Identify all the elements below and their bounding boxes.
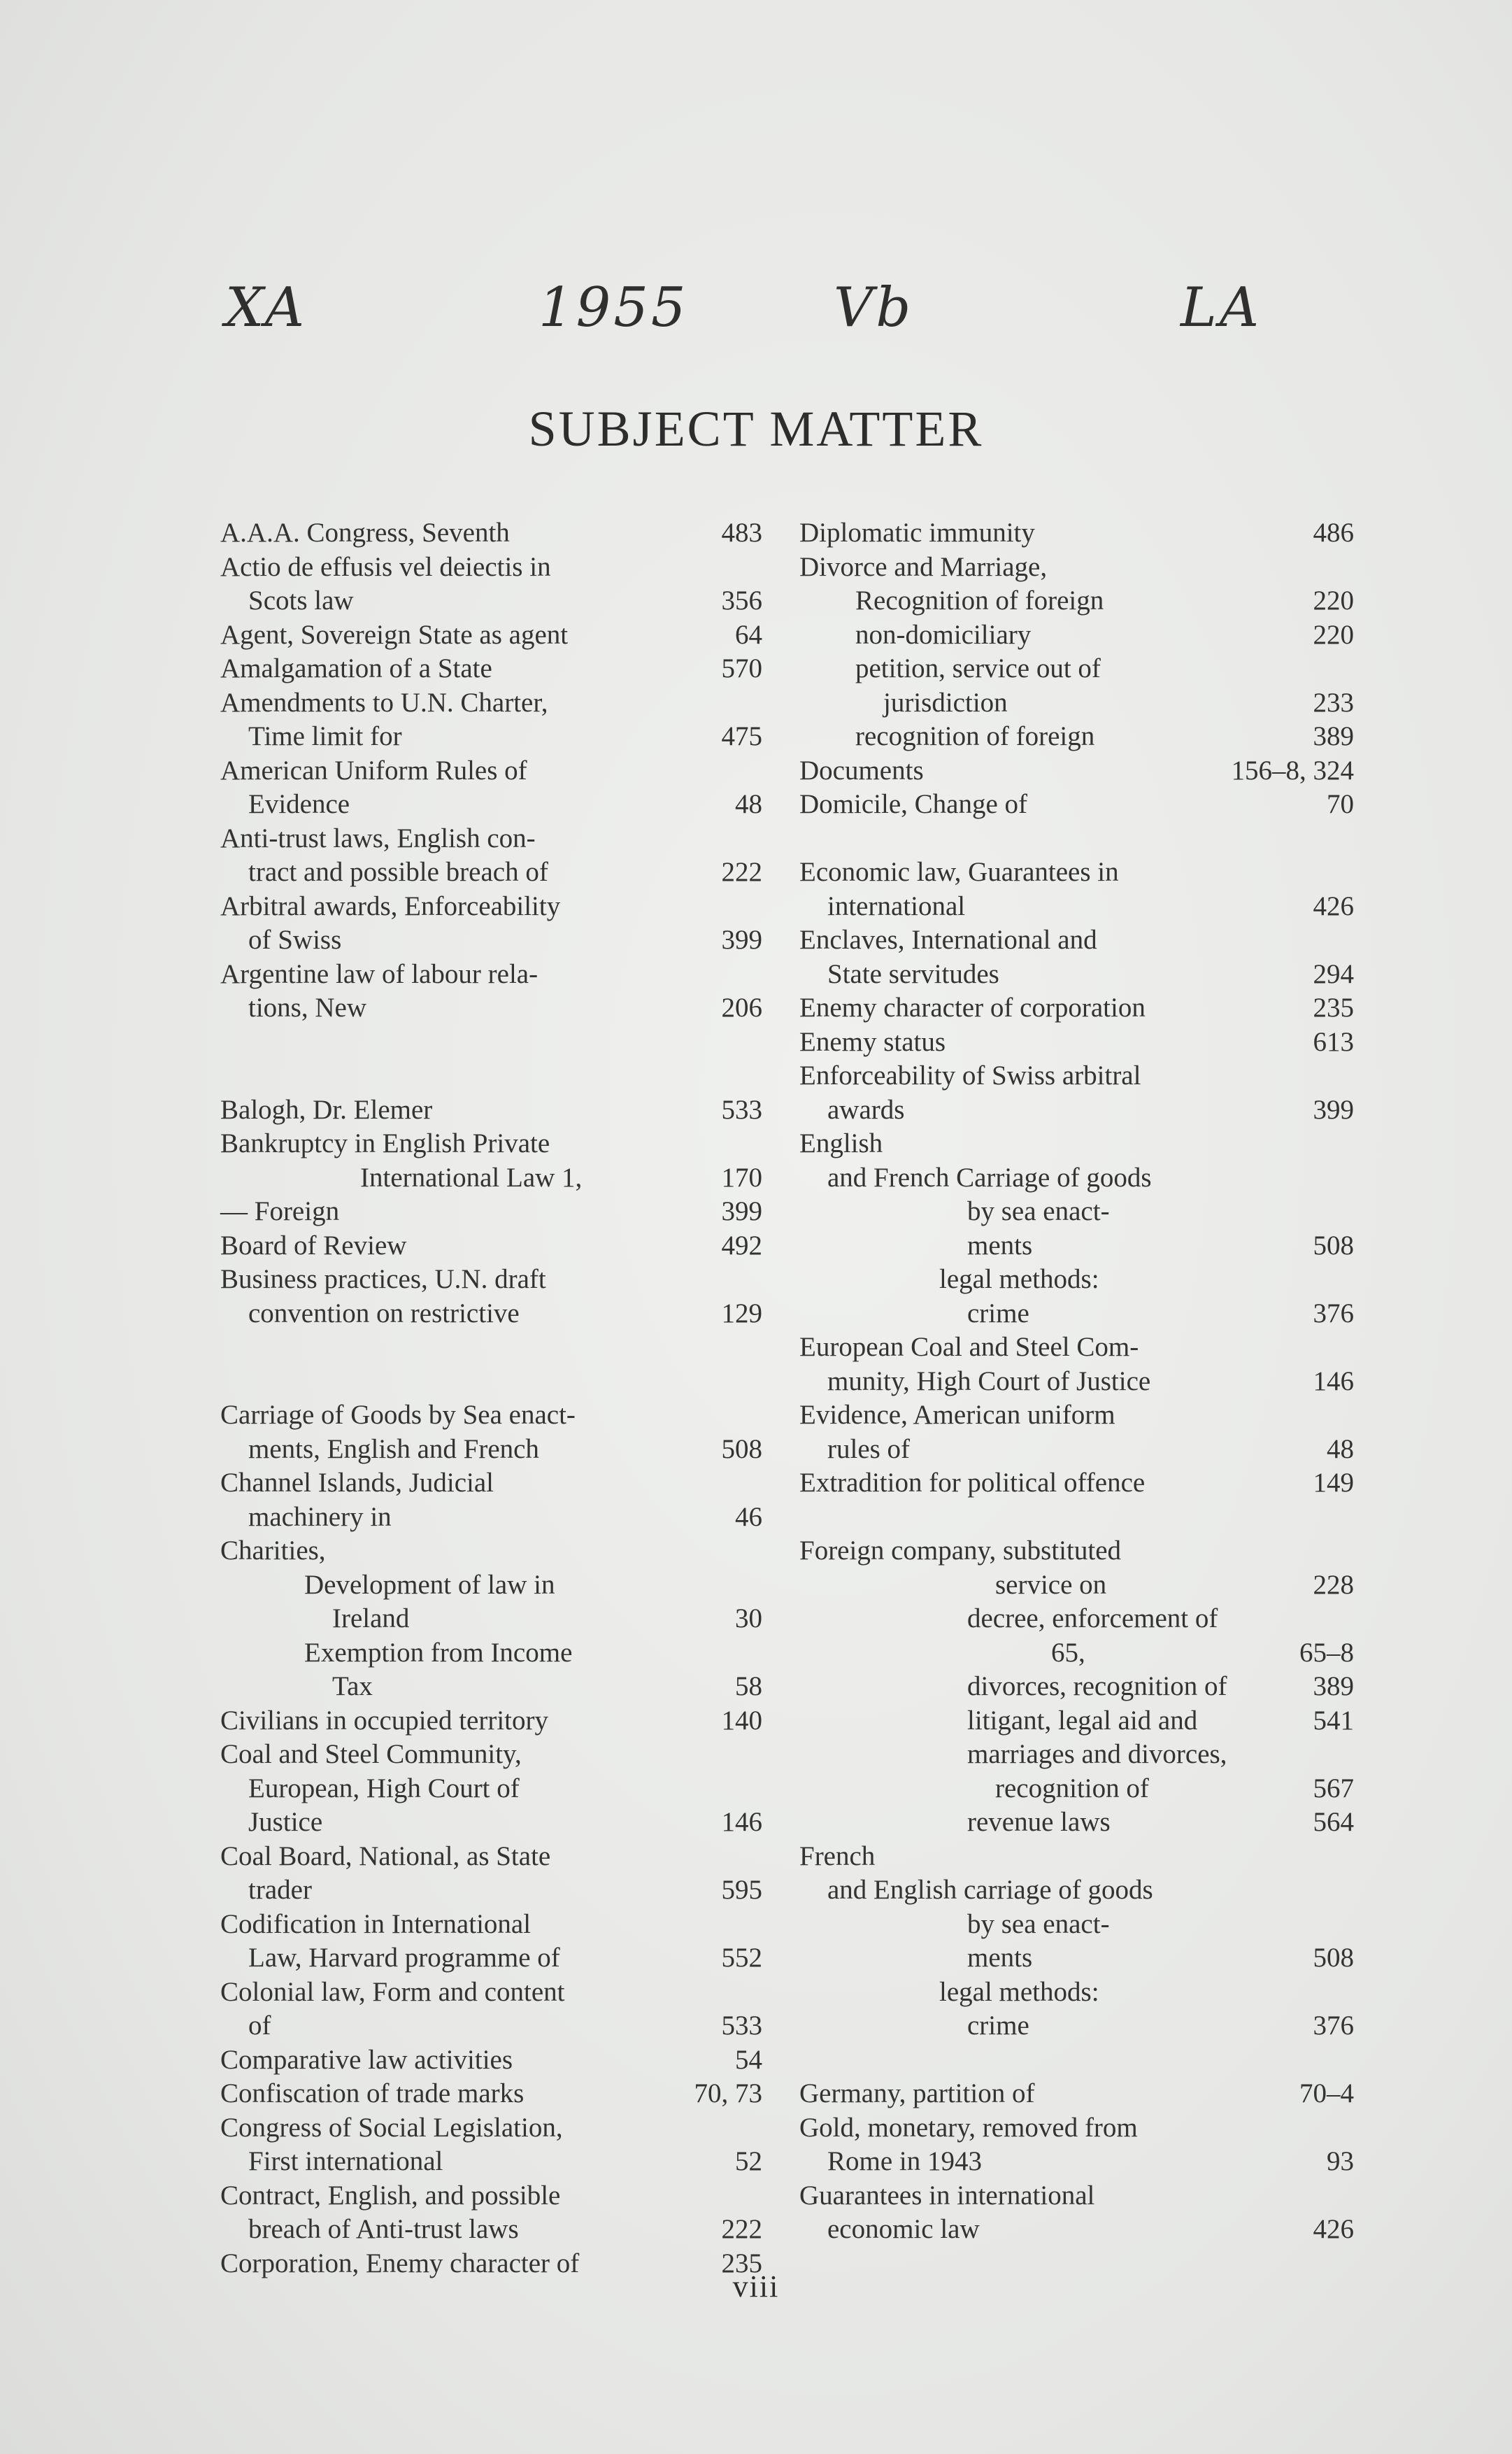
index-term: service on [995, 1569, 1107, 1600]
handwritten-mark-4: LA [1181, 276, 1262, 339]
index-term: ments, English and French [248, 1433, 539, 1464]
index-entry [220, 1976, 762, 2010]
index-term: Congress of Social Legislation, [220, 2112, 563, 2143]
index-page-ref: 552 [721, 1943, 762, 1973]
index-term: trader [248, 1875, 312, 1905]
index-page-ref: 541 [1313, 1705, 1354, 1736]
index-term: crime [967, 2010, 1029, 2041]
index-term: European, High Court of [248, 1773, 520, 1803]
index-page-ref: 146 [721, 1807, 762, 1837]
index-page-ref: 140 [721, 1705, 762, 1736]
index-term: Civilians in occupied territory [220, 1705, 548, 1736]
index-page-ref: 483 [721, 518, 762, 548]
index-term: Colonial law, Form and content [220, 1976, 565, 2007]
index-term: Divorce and Marriage, [799, 551, 1048, 582]
index-term: ments [967, 1943, 1033, 1973]
index-entry [220, 720, 762, 754]
index-term: Carriage of Goods by Sea enact- [220, 1400, 576, 1430]
index-term: Development of law in [304, 1569, 555, 1600]
handwritten-mark-2: 1955 [539, 276, 689, 339]
index-entry [799, 856, 1354, 890]
index-page-ref: 48 [735, 789, 762, 819]
index-entry [799, 1331, 1354, 1365]
index-term: Anti-trust laws, English con- [220, 823, 536, 853]
index-term: Corporation, Enemy character of [220, 2248, 580, 2278]
index-term: ments [967, 1230, 1033, 1261]
index-entry [799, 754, 1354, 788]
index-term: Enforceability of Swiss arbitral [799, 1061, 1141, 1091]
index-entry [220, 2043, 762, 2078]
index-term: by sea enact- [967, 1196, 1110, 1226]
index-term: Evidence, American uniform [799, 1400, 1115, 1430]
index-page-ref: 613 [1313, 1026, 1354, 1057]
page-title: SUBJECT MATTER [528, 401, 984, 457]
index-page-ref: 595 [721, 1875, 762, 1905]
index-entry [220, 1127, 762, 1161]
index-term: crime [967, 1298, 1029, 1328]
index-term: Law, Harvard programme of [248, 1943, 560, 1973]
index-page-ref: 228 [1313, 1569, 1354, 1600]
index-entry [799, 1365, 1354, 1399]
index-entry [220, 584, 762, 618]
index-term: Time limit for [248, 721, 402, 751]
index-spacer [799, 1501, 1354, 1535]
index-entry [799, 1840, 1354, 1874]
index-page-ref: 170 [721, 1162, 762, 1193]
index-page-ref: 65–8 [1299, 1637, 1354, 1668]
index-term: non-domiciliary [855, 619, 1032, 650]
index-entry [220, 1297, 762, 1331]
index-term: Board of Review [220, 1230, 407, 1261]
index-term: — Foreign [220, 1196, 340, 1226]
index-page-ref: 492 [721, 1230, 762, 1261]
index-entry [799, 2145, 1354, 2179]
index-page-ref: 156–8, 324 [1231, 755, 1354, 786]
index-term: petition, service out of [855, 653, 1101, 683]
index-entry [799, 1806, 1354, 1840]
index-entry [220, 1704, 762, 1738]
index-page-ref: 389 [1313, 721, 1354, 751]
index-entry [799, 2077, 1354, 2111]
index-entry [799, 1093, 1354, 1128]
index-entry [220, 1738, 762, 1772]
index-entry [799, 1297, 1354, 1331]
index-term: recognition of foreign [855, 721, 1095, 751]
handwritten-mark-3: Vb [834, 276, 914, 339]
index-spacer [220, 1331, 762, 1365]
index-entry [220, 788, 762, 822]
index-entry [799, 1704, 1354, 1738]
index-right-column [799, 516, 1354, 2247]
index-term: recognition of [995, 1773, 1149, 1803]
index-page-ref: 294 [1313, 958, 1354, 989]
index-term: American Uniform Rules of [220, 755, 527, 786]
index-term: European Coal and Steel Com- [799, 1332, 1139, 1362]
index-page-ref: 399 [721, 925, 762, 955]
index-entry [220, 1433, 762, 1467]
index-page-ref: 508 [1313, 1943, 1354, 1973]
index-page-ref: 70, 73 [694, 2078, 762, 2108]
index-entry [220, 2077, 762, 2111]
index-entry [220, 1398, 762, 1433]
index-term: Ireland [332, 1603, 410, 1633]
index-term: Channel Islands, Judicial [220, 1468, 494, 1498]
index-page-ref: 235 [721, 2248, 762, 2278]
index-page-ref: 129 [721, 1298, 762, 1328]
index-entry [799, 788, 1354, 822]
index-term: Argentine law of labour rela- [220, 958, 539, 989]
index-entry [220, 618, 762, 653]
index-page-ref: 399 [1313, 1094, 1354, 1125]
index-term: and English carriage of goods [827, 1875, 1153, 1905]
index-entry [799, 686, 1354, 721]
index-entry [799, 1398, 1354, 1433]
index-term: First international [248, 2146, 443, 2176]
index-term: French [799, 1840, 876, 1871]
index-entry [799, 1127, 1354, 1161]
index-term: Balogh, Dr. Elemer [220, 1094, 433, 1125]
index-entry [220, 1941, 762, 1976]
index-entry [220, 1534, 762, 1568]
index-entry [799, 2009, 1354, 2043]
index-term: Rome in 1943 [827, 2146, 982, 2176]
index-entry [799, 1195, 1354, 1229]
index-term: Business practices, U.N. draft [220, 1264, 546, 1294]
index-term: machinery in [248, 1501, 392, 1532]
index-entry [799, 1229, 1354, 1263]
page-number: viii [732, 2269, 780, 2304]
index-entry [799, 1568, 1354, 1603]
index-term: Tax [332, 1671, 373, 1701]
index-term: Amendments to U.N. Charter, [220, 687, 548, 718]
index-entry [799, 1908, 1354, 1942]
index-entry [220, 551, 762, 585]
index-page-ref: 508 [721, 1433, 762, 1464]
index-entry [799, 1161, 1354, 1196]
index-entry [799, 890, 1354, 924]
index-term: Foreign company, substituted [799, 1535, 1122, 1566]
index-entry [799, 958, 1354, 992]
index-term: Enemy status [799, 1026, 946, 1057]
index-term: legal methods: [939, 1976, 1099, 2007]
index-page-ref: 30 [735, 1603, 762, 1633]
index-term: convention on restrictive [248, 1298, 520, 1328]
index-entry [220, 1229, 762, 1263]
index-page-ref: 46 [735, 1501, 762, 1532]
index-entry [799, 1534, 1354, 1568]
index-page-ref: 146 [1313, 1366, 1354, 1396]
index-entry [799, 1941, 1354, 1976]
index-spacer [799, 822, 1354, 856]
index-entry [220, 1466, 762, 1501]
index-spacer [220, 1365, 762, 1399]
index-entry [220, 1873, 762, 1908]
index-entry [799, 1602, 1354, 1636]
index-term: Amalgamation of a State [220, 653, 492, 683]
index-entry [220, 754, 762, 788]
index-term: Enclaves, International and [799, 925, 1097, 955]
index-page-ref: 54 [735, 2044, 762, 2075]
index-entry [799, 1263, 1354, 1297]
index-entry [799, 2179, 1354, 2213]
index-page-ref: 58 [735, 1671, 762, 1701]
index-spacer [220, 1026, 762, 1060]
index-page-ref: 70 [1327, 789, 1354, 819]
index-entry [220, 1806, 762, 1840]
index-entry [220, 1602, 762, 1636]
index-entry [220, 1093, 762, 1128]
index-entry [220, 2179, 762, 2213]
index-term: tions, New [248, 993, 366, 1023]
index-term: Recognition of foreign [855, 586, 1104, 616]
index-term: Contract, English, and possible [220, 2180, 561, 2211]
index-entry [220, 1501, 762, 1535]
index-entry [220, 1908, 762, 1942]
index-term: Exemption from Income [304, 1637, 573, 1668]
index-term: by sea enact- [967, 1908, 1110, 1939]
index-entry [220, 2145, 762, 2179]
index-page-ref: 222 [721, 857, 762, 887]
index-term: rules of [827, 1433, 911, 1464]
index-term: A.A.A. Congress, Seventh [220, 518, 510, 548]
index-term: Germany, partition of [799, 2078, 1035, 2108]
index-term: Guarantees in international [799, 2180, 1095, 2211]
index-entry [799, 584, 1354, 618]
index-page-ref: 48 [1327, 1433, 1354, 1464]
index-entry [799, 1059, 1354, 1093]
index-term: decree, enforcement of [967, 1603, 1218, 1633]
index-term: Justice [248, 1807, 323, 1837]
index-entry [799, 1466, 1354, 1501]
index-term: of [248, 2010, 271, 2041]
index-term: Diplomatic immunity [799, 518, 1035, 548]
index-term: Domicile, Change of [799, 789, 1027, 819]
index-page-ref: 220 [1313, 619, 1354, 650]
index-page-ref: 399 [721, 1196, 762, 1226]
index-entry [220, 1161, 762, 1196]
index-term: Comparative law activities [220, 2044, 513, 2075]
index-term: litigant, legal aid and [967, 1705, 1198, 1736]
index-page-ref: 70–4 [1299, 2078, 1354, 2108]
index-page-ref: 533 [721, 1094, 762, 1125]
index-page-ref: 426 [1313, 891, 1354, 921]
index-term: Arbitral awards, Enforceability [220, 891, 561, 921]
index-entry [220, 890, 762, 924]
index-left-column [220, 516, 762, 2281]
index-term: Coal Board, National, as State [220, 1840, 551, 1871]
index-entry [799, 618, 1354, 653]
index-term: Confiscation of trade marks [220, 2078, 525, 2108]
index-term: marriages and divorces, [967, 1739, 1227, 1769]
index-entry [799, 1636, 1354, 1671]
index-entry [220, 2111, 762, 2146]
index-entry [799, 991, 1354, 1026]
index-page-ref: 426 [1313, 2214, 1354, 2244]
index-page-ref: 93 [1327, 2146, 1354, 2176]
index-entry [220, 822, 762, 856]
index-term: Evidence [248, 789, 350, 819]
index-term: Codification in International [220, 1908, 532, 1939]
index-term: International Law 1, [360, 1162, 583, 1193]
index-term: English [799, 1128, 883, 1158]
index-page-ref: 376 [1313, 1298, 1354, 1328]
index-entry [799, 2111, 1354, 2146]
index-term: revenue laws [967, 1807, 1111, 1837]
index-page-ref: 486 [1313, 518, 1354, 548]
index-entry [799, 1026, 1354, 1060]
index-page-ref: 570 [721, 653, 762, 683]
index-entry [220, 516, 762, 551]
index-entry [220, 991, 762, 1026]
index-term: Scots law [248, 586, 354, 616]
index-entry [220, 1195, 762, 1229]
index-entry [799, 1976, 1354, 2010]
index-entry [799, 720, 1354, 754]
index-term: economic law [827, 2214, 980, 2244]
index-entry [220, 686, 762, 721]
index-term: Enemy character of corporation [799, 993, 1146, 1023]
index-entry [220, 2009, 762, 2043]
index-term: international [827, 891, 966, 921]
index-term: breach of Anti-trust laws [248, 2214, 519, 2244]
index-page-ref: 389 [1313, 1671, 1354, 1701]
index-term: Charities, [220, 1535, 326, 1566]
index-page-ref: 233 [1313, 687, 1354, 718]
index-term: tract and possible breach of [248, 857, 548, 887]
index-entry [220, 1772, 762, 1806]
index-entry [220, 1840, 762, 1874]
index-entry [220, 958, 762, 992]
index-term: Economic law, Guarantees in [799, 857, 1119, 887]
index-entry [799, 1670, 1354, 1704]
index-term: State servitudes [827, 958, 999, 989]
index-entry [220, 652, 762, 686]
index-page-ref: 564 [1313, 1807, 1354, 1837]
index-page-ref: 533 [721, 2010, 762, 2041]
index-term: Bankruptcy in English Private [220, 1128, 550, 1158]
index-term: munity, High Court of Justice [827, 1366, 1151, 1396]
index-term: Coal and Steel Community, [220, 1739, 522, 1769]
handwritten-mark-1: XA [225, 276, 308, 339]
index-page-ref: 206 [721, 993, 762, 1023]
index-entry [799, 516, 1354, 551]
index-page-ref: 149 [1313, 1468, 1354, 1498]
index-term: awards [827, 1094, 905, 1125]
index-page-ref: 567 [1313, 1773, 1354, 1803]
index-entry [220, 856, 762, 890]
index-term: Extradition for political offence [799, 1468, 1146, 1498]
index-entry [220, 1670, 762, 1704]
index-entry [799, 1433, 1354, 1467]
index-entry [799, 652, 1354, 686]
index-page-ref: 220 [1313, 586, 1354, 616]
index-term: Agent, Sovereign State as agent [220, 619, 569, 650]
index-term: Documents [799, 755, 924, 786]
index-term: and French Carriage of goods [827, 1162, 1152, 1193]
index-entry [799, 1772, 1354, 1806]
index-entry [799, 551, 1354, 585]
index-spacer [799, 2043, 1354, 2078]
index-page-ref: 508 [1313, 1230, 1354, 1261]
index-entry [799, 1738, 1354, 1772]
index-entry [799, 923, 1354, 958]
index-page-ref: 52 [735, 2146, 762, 2176]
index-term: Gold, monetary, removed from [799, 2112, 1138, 2143]
index-entry [220, 1263, 762, 1297]
index-term: divorces, recognition of [967, 1671, 1227, 1701]
index-page-ref: 64 [735, 619, 762, 650]
index-entry [220, 1636, 762, 1671]
index-page-ref: 376 [1313, 2010, 1354, 2041]
index-term: 65, [1051, 1637, 1085, 1668]
index-spacer [220, 1059, 762, 1093]
index-entry [799, 2213, 1354, 2247]
index-term: Actio de effusis vel deiectis in [220, 551, 551, 582]
index-page-ref: 356 [721, 586, 762, 616]
index-term: legal methods: [939, 1264, 1099, 1294]
index-page-ref: 235 [1313, 993, 1354, 1023]
index-page-ref: 222 [721, 2214, 762, 2244]
index-entry [220, 2213, 762, 2247]
index-entry [799, 1873, 1354, 1908]
index-entry [220, 1568, 762, 1603]
index-term: of Swiss [248, 925, 342, 955]
index-page-ref: 475 [721, 721, 762, 751]
index-term: jurisdiction [883, 687, 1008, 718]
index-entry [220, 923, 762, 958]
